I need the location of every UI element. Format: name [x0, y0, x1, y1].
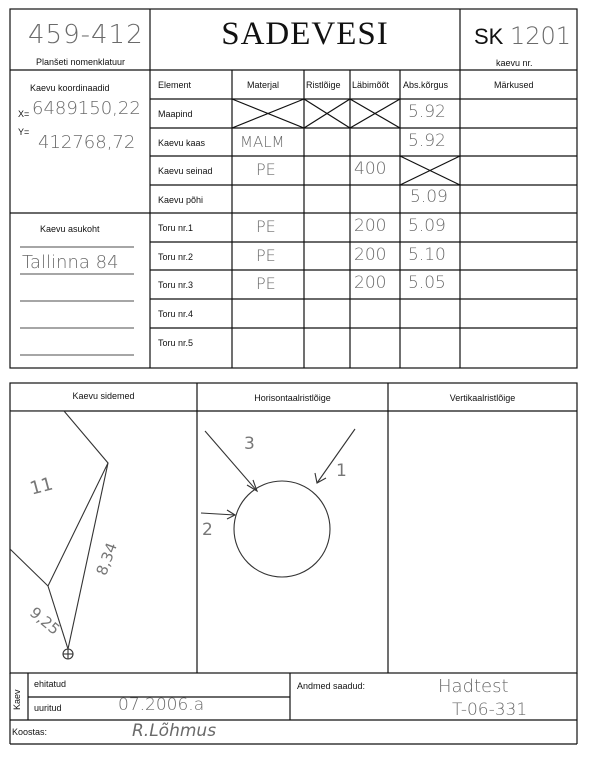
row-element: Toru nr.5	[158, 338, 194, 348]
row-height: 5.92	[408, 131, 446, 151]
x-prefix: X=	[18, 109, 30, 119]
coordinates-label: Kaevu koordinaadid	[30, 83, 110, 93]
distance-b: 8,34	[92, 540, 121, 578]
header-diameter: Läbimõõt	[352, 80, 390, 90]
compiled-label: Koostas:	[12, 727, 48, 737]
horizontal-section-label: Horisontaalristlõige	[254, 393, 331, 403]
surveyed-date: 07.2006.a	[118, 695, 205, 715]
row-material: MALM	[240, 133, 285, 151]
row-element: Maapind	[158, 109, 193, 119]
plansheet-value: 459-412	[28, 20, 144, 50]
row-height: 5.10	[408, 245, 446, 265]
row-element: Kaevu põhi	[158, 195, 204, 205]
row-material: PE	[256, 274, 276, 293]
pipe-3-label: 3	[244, 434, 255, 454]
plansheet-label: Planšeti nomenklatuur	[36, 57, 126, 67]
distance-a: 11	[27, 473, 56, 500]
row-diameter: 200	[354, 245, 387, 265]
location-label: Kaevu asukoht	[40, 224, 100, 234]
row-material: PE	[256, 160, 276, 179]
y-coordinate: 412768,72	[38, 132, 136, 153]
row-element: Toru nr.4	[158, 309, 194, 319]
header-remarks: Märkused	[494, 80, 534, 90]
horizontal-section-sketch	[197, 411, 388, 673]
header-material: Materjal	[247, 80, 280, 90]
row-element: Toru nr.1	[158, 223, 194, 233]
kaev-label: Kaev	[12, 689, 22, 710]
row-element: Toru nr.3	[158, 280, 194, 290]
data-source-ref: T-06-331	[452, 700, 528, 720]
row-height: 5.05	[408, 273, 446, 293]
pipe-2-label: 2	[202, 520, 213, 540]
connections-label: Kaevu sidemed	[72, 391, 135, 401]
row-element: Kaevu seinad	[158, 166, 213, 176]
location-value: Tallinna 84	[22, 252, 119, 273]
row-material: PE	[256, 217, 276, 236]
header-element: Element	[158, 80, 192, 90]
row-diameter: 200	[354, 273, 387, 293]
row-material: PE	[256, 246, 276, 265]
well-number-label: kaevu nr.	[496, 58, 533, 68]
surveyed-label: uuritud	[34, 703, 62, 713]
row-height: 5.92	[408, 102, 446, 122]
data-source-value: Hadtest	[438, 676, 509, 697]
page-title: SADEVESI	[221, 16, 389, 52]
well-prefix: SK	[474, 24, 504, 49]
well-number: 1201	[510, 22, 572, 50]
pipe-1-label: 1	[336, 461, 347, 481]
row-element: Toru nr.2	[158, 252, 194, 262]
row-diameter: 400	[354, 159, 387, 179]
distance-c: 9,25	[26, 603, 64, 639]
vertical-section-label: Vertikaalristlõige	[449, 393, 516, 403]
row-height: 5.09	[408, 216, 446, 236]
data-source-label: Andmed saadud:	[297, 681, 366, 691]
y-prefix: Y=	[18, 127, 30, 137]
built-label: ehitatud	[34, 679, 67, 689]
header-cross-section: Ristlõige	[306, 80, 341, 90]
row-element: Kaevu kaas	[158, 138, 206, 148]
header-abs-height: Abs.kõrgus	[403, 80, 449, 90]
x-coordinate: 6489150,22	[32, 98, 141, 119]
row-diameter: 200	[354, 216, 387, 236]
compiled-by: R.Lõhmus	[132, 721, 217, 741]
row-height: 5.09	[410, 187, 448, 207]
